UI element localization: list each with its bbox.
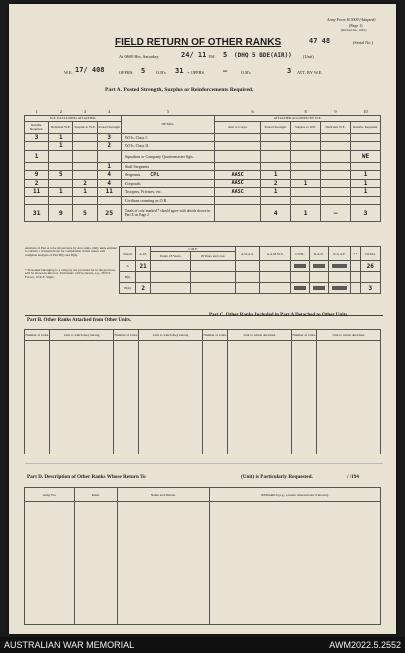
cell-c10: [351, 133, 381, 142]
blank-row: [25, 430, 381, 438]
cell-c9: [321, 179, 351, 188]
total-c7: 4: [261, 205, 291, 222]
col-number: 10: [363, 108, 368, 114]
analysis-row-label: B(i): [120, 272, 136, 283]
cell-c10: 1: [351, 179, 381, 188]
cell-c4: 11: [97, 188, 121, 197]
row-detail-text: W.Os. Class I.: [124, 134, 148, 140]
redaction-block: [294, 286, 307, 290]
form-page: [9, 4, 396, 634]
cell-c3: [73, 150, 97, 162]
serial-label: (Serial No.): [353, 40, 373, 45]
part-b-head: Unit to which they belong: [50, 330, 114, 341]
total-c3: 5: [73, 205, 97, 222]
page-title: FIELD RETURN OF OTHER RANKS: [115, 37, 282, 48]
blank-row: [25, 438, 381, 446]
col-head: Reinfts. Required.: [351, 121, 381, 133]
cell-c3: [73, 162, 97, 171]
table-row: [25, 179, 381, 188]
col-head: Surplus to W.E.: [73, 121, 97, 133]
col-number: 1: [35, 108, 38, 114]
part-d-head: Rank.: [74, 488, 117, 502]
part-d-head: Army No.: [25, 488, 75, 502]
totals-detail: Totals of cols. marked * should agree with details shown in Part E on Page 2: [121, 205, 214, 222]
row-detail: [121, 162, 214, 171]
total-c4: 25: [97, 205, 121, 222]
row-detail: [121, 142, 214, 151]
analysis-head: CIVIL.: [291, 247, 310, 261]
part-b-head: Unit to which they belong: [139, 330, 203, 341]
cell-c8: [291, 150, 321, 162]
analysis-aif: [136, 272, 151, 283]
cell-c2: [49, 196, 73, 205]
cell-c7: [261, 162, 291, 171]
blank-row: [25, 365, 381, 373]
cell-c3: 2: [73, 179, 97, 188]
col-head: Arm or Corps.: [215, 121, 261, 133]
cell-c7: [261, 142, 291, 151]
analysis-row: [120, 261, 381, 272]
blank-row: [25, 381, 381, 389]
cell-c1: [25, 142, 49, 151]
cell-c2: [49, 162, 73, 171]
cell-c4: 4: [97, 179, 121, 188]
footer-left: AUSTRALIAN WAR MEMORIAL: [4, 640, 135, 650]
cell-c2: 1: [49, 142, 73, 151]
cell-c4: 1: [97, 162, 121, 171]
offrs-value: 5: [141, 67, 146, 75]
cell-c8: 1: [291, 179, 321, 188]
cell-c8: [291, 162, 321, 171]
cell-c4: 2: [97, 142, 121, 151]
table-row: [25, 162, 381, 171]
cell-c4: [97, 196, 121, 205]
total-c10: 3: [351, 205, 381, 222]
part-c-title: Part C. Other Ranks Included in Part A Detached to Other Units.: [209, 313, 349, 318]
date-value: 24/ 11: [181, 51, 207, 59]
total-c2: 9: [49, 205, 73, 222]
at-line-label: At 0600 Hrs. Saturday: [119, 54, 159, 59]
cell-arm: AASC: [215, 171, 261, 180]
cell-c7: 2: [261, 179, 291, 188]
col-head: Posted Strength.: [261, 121, 291, 133]
analysis-head: Under 18 Years.: [151, 252, 191, 261]
analysis-total: 3: [360, 283, 380, 294]
analysis-row-label: B(ii): [120, 283, 136, 294]
total-c1: 31: [25, 205, 49, 222]
we-label: W.E.: [64, 70, 73, 75]
col-number: 8: [304, 108, 307, 114]
row-detail-text: Civilians counting as O.R.: [124, 197, 168, 203]
attached-allowed-header: ATTACHED ALLOWED BY W.E.: [215, 115, 381, 121]
col-head: Surplus to W.E.: [291, 121, 321, 133]
row-detail-text: Staff Sergeants: [124, 163, 149, 169]
row-detail-text: Troopers, Privates, etc.: [124, 189, 162, 195]
col-head: Reinfts. Required.: [25, 121, 49, 133]
cell-c2: 1: [49, 133, 73, 142]
ors2-label: O.R's: [241, 70, 251, 75]
cell-c3: [73, 171, 97, 180]
part-d-title-post: (Unit) is Particularly Requested.: [241, 474, 313, 480]
part-d-head: REMARKS (e.g., present whereabouts if known).: [210, 488, 381, 502]
cell-c2: 5: [49, 171, 73, 180]
offrs2-value: –: [223, 67, 228, 75]
cell-c1: 1: [25, 150, 49, 162]
row-detail-text: Squadron or Company Quartermaster Sgts.: [124, 153, 194, 159]
table-row: [25, 188, 381, 197]
analysis-head: R.A.N.: [310, 247, 329, 261]
analysis-head: R.A.A.F.: [328, 247, 351, 261]
analysis-total: 26: [360, 261, 380, 272]
cmf-head: C.M.F.: [151, 247, 236, 252]
row-detail-text: Corporals: [124, 180, 141, 186]
col-number: 2: [59, 108, 62, 114]
year-label: 194: [208, 54, 215, 59]
totals-row: [25, 205, 381, 222]
cell-c10: [351, 142, 381, 151]
cell-c10: 1: [351, 188, 381, 197]
att-value: 3: [287, 67, 292, 75]
analysis-head: A.I.F.: [136, 247, 151, 261]
army-form-label: Army Form W.3009 (Adapted): [327, 17, 376, 22]
part-b-title: Part B. Other Ranks Attached from Other Units.: [27, 318, 132, 323]
we-value: 17/ 408: [75, 66, 105, 74]
blank-row: [25, 373, 381, 381]
analysis-row-label: A: [120, 261, 136, 272]
cell-arm: [215, 162, 261, 171]
cell-c8: [291, 142, 321, 151]
cell-c9: [321, 162, 351, 171]
cell-c3: [73, 133, 97, 142]
cell-c9: [321, 150, 351, 162]
part-c-head: Unit to which detached.: [228, 330, 292, 341]
redaction-block: [332, 286, 347, 290]
table-row: [25, 171, 381, 180]
cell-c7: [261, 150, 291, 162]
footer-right: AWM2022.5.2552: [329, 640, 401, 650]
row-detail-text: Sergeants: [124, 171, 141, 177]
cell-c8: [291, 171, 321, 180]
page-label: (Page 1): [349, 23, 363, 28]
analysis-note: Analysis of Part A to be shown here by ALL units. Only units entitled to curtain 1 of instructions for compilation of this return will complete analysis of Part B(i) and B(ii).: [25, 246, 117, 257]
row-detail: [121, 188, 214, 197]
analysis-head: A.W.A.S.: [235, 247, 259, 261]
row-detail: [121, 179, 214, 188]
col-number: 4: [108, 108, 111, 114]
part-c-head: Number of O.Rs.: [202, 330, 227, 341]
cell-arm: AASC: [215, 188, 261, 197]
redaction-block: [313, 264, 325, 268]
table-row: [25, 142, 381, 151]
analysis-total: [360, 272, 380, 283]
cell-c10: 1: [351, 171, 381, 180]
footer-bar: [0, 637, 405, 653]
table-row: [25, 196, 381, 205]
cell-arm: [215, 196, 261, 205]
cell-c7: 1: [261, 188, 291, 197]
cell-c2: [49, 179, 73, 188]
cell-c9: [321, 171, 351, 180]
cell-c9: [321, 188, 351, 197]
cell-c1: 9: [25, 171, 49, 180]
cell-arm: [215, 142, 261, 151]
cell-c10: [351, 196, 381, 205]
blank-row: [25, 421, 381, 429]
analysis-head: 18 Years and over.: [190, 252, 235, 261]
cell-c1: 11: [25, 188, 49, 197]
analysis-head: Detail: [120, 247, 136, 261]
col-number: 9: [334, 108, 337, 114]
detail-header: DETAIL.: [121, 115, 214, 133]
blank-row: [25, 405, 381, 413]
col-head: Deficient W.E.: [321, 121, 351, 133]
offrs2-label: + OFFRS.: [187, 70, 206, 75]
row-detail: [121, 133, 214, 142]
part-d-title-pre: Part D. Description of Other Ranks Whose Return To: [27, 474, 146, 480]
cell-c7: 1: [261, 171, 291, 180]
ors-value: 31: [175, 67, 184, 75]
redaction-block: [332, 264, 347, 268]
cell-c3: [73, 142, 97, 151]
cell-c9: [321, 142, 351, 151]
we-excluding-attached-header: W.E. EXCLUDING ATTACHED.: [25, 115, 122, 121]
revised-label: (Revised Jan., 1943.): [341, 28, 367, 32]
cell-arm: [215, 133, 261, 142]
cell-c8: [291, 188, 321, 197]
cell-c2: 1: [49, 188, 73, 197]
blank-row: [25, 397, 381, 405]
cell-c2: [49, 150, 73, 162]
part-d-head: Name and Initials.: [117, 488, 210, 502]
blank-row: [25, 446, 381, 454]
col-number: 5: [166, 108, 170, 114]
cell-c1: [25, 196, 49, 205]
analysis-aif: 21: [136, 261, 151, 272]
part-b-head: Number of O.Rs.: [25, 330, 50, 341]
blank-row: [25, 341, 381, 349]
cell-c10: WE: [351, 150, 381, 162]
part-c-head: Unit to which detached.: [317, 330, 381, 341]
part-a-title: Part A. Posted Strength, Surplus or Reinforcements Required.: [105, 87, 254, 93]
part-d-date: / /194: [347, 474, 359, 480]
blank-row: [25, 389, 381, 397]
analysis-row: [120, 283, 381, 294]
analysis-head: TOTAL: [360, 247, 380, 261]
row-detail-text: W.Os. Class II.: [124, 143, 149, 149]
cell-arm: [215, 150, 261, 162]
cell-c1: 2: [25, 179, 49, 188]
col-head: Posted Strength: [97, 121, 121, 133]
table-row: [25, 133, 381, 142]
cell-c10: [351, 162, 381, 171]
cell-c8: [291, 196, 321, 205]
cell-c7: [261, 196, 291, 205]
row-detail: [121, 196, 214, 205]
analysis-head: * *: [351, 247, 360, 261]
cell-c4: [97, 150, 121, 162]
analysis-head: A.A.M.W.S.: [260, 247, 291, 261]
row-detail: [121, 150, 214, 162]
cpl-note: CPL: [150, 171, 160, 178]
redaction-block: [313, 286, 325, 290]
part-b-head: Number of O.Rs.: [113, 330, 138, 341]
redaction-block: [294, 264, 307, 268]
blank-row: [25, 413, 381, 421]
total-c8: 1: [291, 205, 321, 222]
cell-c4: 3: [97, 133, 121, 142]
table-row: [25, 150, 381, 162]
blank-row: [25, 502, 381, 625]
part-c-head: Number of O.Rs.: [291, 330, 316, 341]
cell-c1: 3: [25, 133, 49, 142]
cell-c4: 4: [97, 171, 121, 180]
cell-arm: AASC: [215, 179, 261, 188]
serial-number: 47 48: [309, 37, 331, 45]
cell-c1: [25, 162, 49, 171]
cell-c7: [261, 133, 291, 142]
row-detail: [121, 171, 214, 180]
cell-c8: [291, 133, 321, 142]
ors-label: O.R's: [156, 70, 166, 75]
col-number: 6: [251, 108, 254, 114]
analysis-aif: 2: [136, 283, 151, 294]
unit-value: (DHQ 5 BDE(AIR)): [234, 52, 292, 59]
col-head: Deficient W.E.: [49, 121, 73, 133]
col-number: 3: [83, 108, 87, 114]
blank-row: [25, 357, 381, 365]
total-c9: –: [321, 205, 351, 222]
unit-label: (Unit): [303, 54, 314, 59]
att-label: ATT. BY W.E.: [297, 70, 323, 75]
analysis-row: [120, 272, 381, 283]
cell-c9: [321, 196, 351, 205]
personnel-note: * Personnel belonging to a category not provided for in the previous will be shown in this Col. Particulars will be shown, e.g., 28 N.S. Forces, 10 R.E. Signs.: [25, 268, 116, 279]
blank-row: [25, 349, 381, 357]
cell-c3: 1: [73, 188, 97, 197]
offrs-label: OFFRS.: [119, 70, 134, 75]
cell-c9: [321, 133, 351, 142]
cell-c3: [73, 196, 97, 205]
year-value: 5: [223, 51, 228, 59]
